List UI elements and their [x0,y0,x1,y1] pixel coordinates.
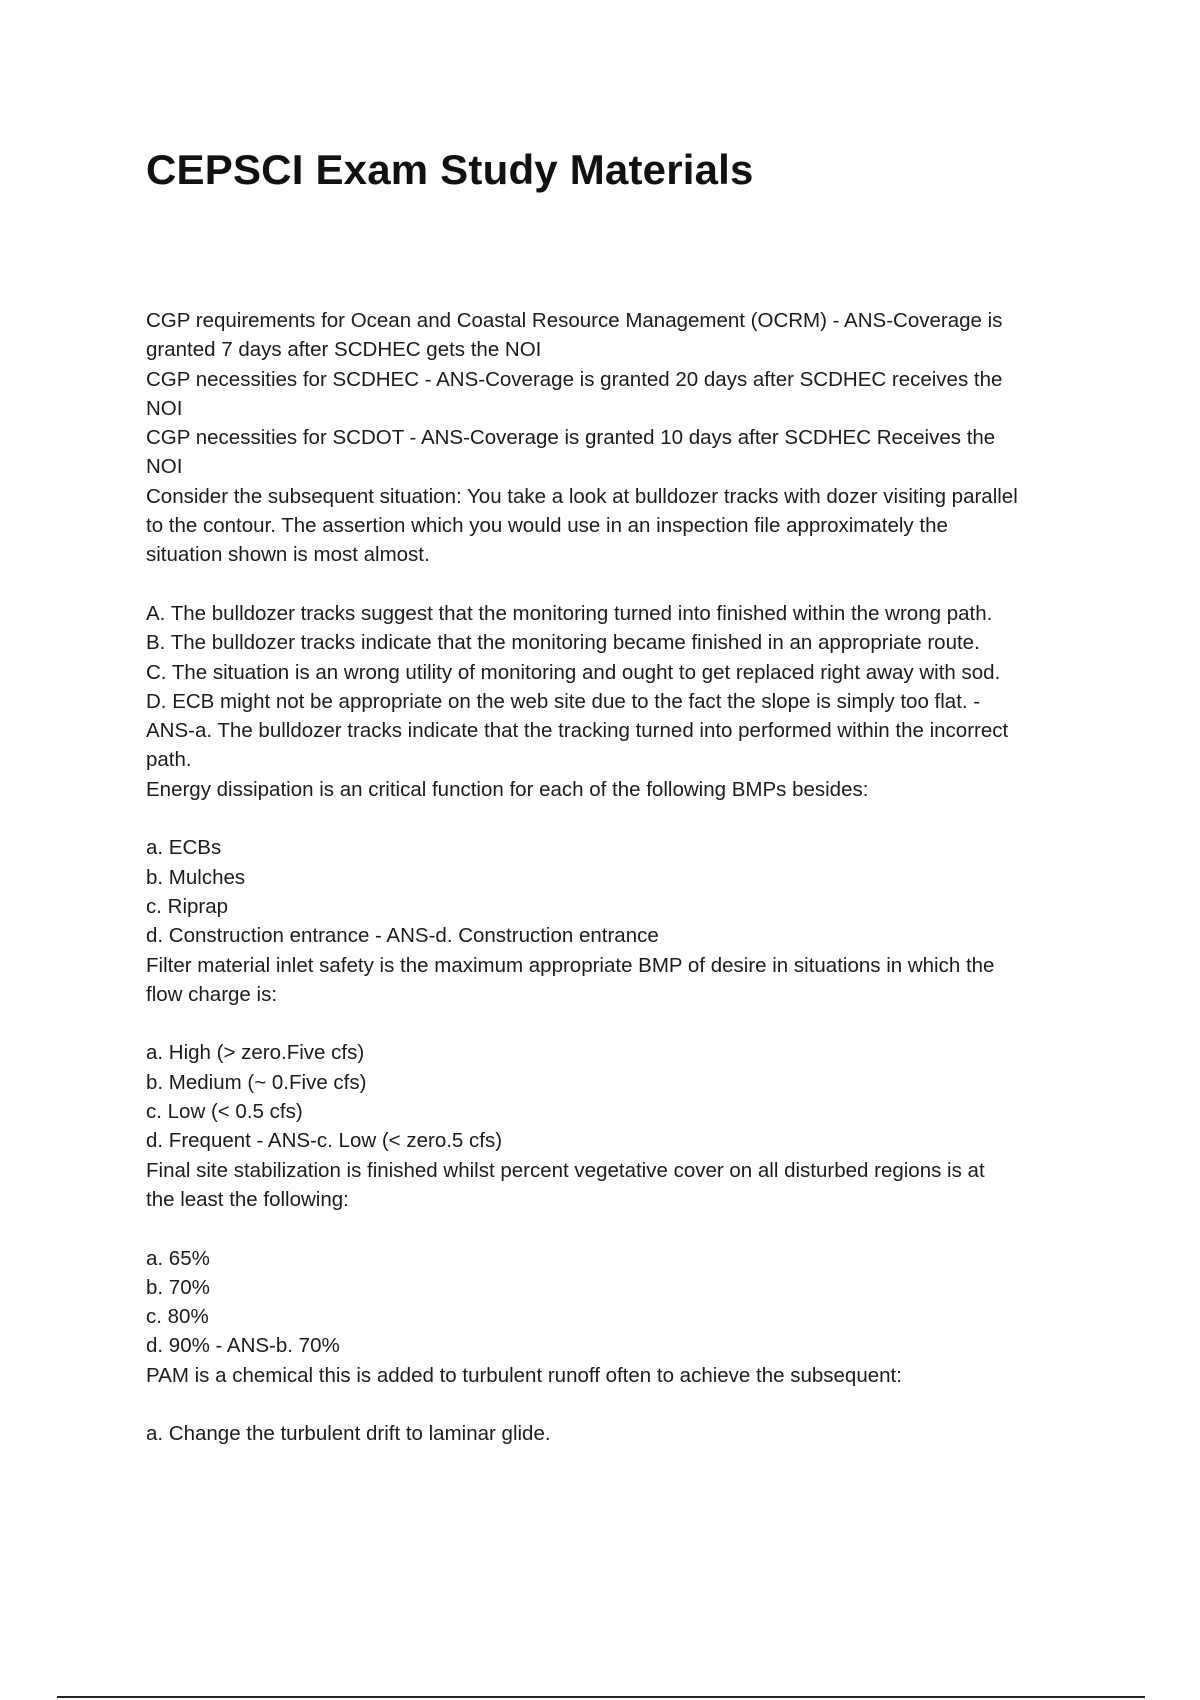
text-line: b. 70% [146,1275,210,1299]
blank-line [146,1390,1096,1419]
text-line: A. The bulldozer tracks suggest that the monitoring turned into finished within the wrong path. [146,601,993,625]
text-line: a. 65% [146,1246,210,1270]
text-line: PAM is a chemical this is added to turbulent runoff often to achieve the subsequent: [146,1363,902,1387]
text-line: Final site stabilization is finished whilst percent vegetative cover on all disturbed regions is at [146,1158,985,1182]
document-title: CEPSCI Exam Study Materials [146,146,754,193]
text-line: c. Low (< 0.5 cfs) [146,1100,303,1124]
text-line: NOI [146,396,183,420]
blank-line [146,570,1096,599]
text-line: a. High (> zero.Five cfs) [146,1041,365,1065]
text-line: path. [146,748,192,772]
text-line: to the contour. The assertion which you would use in an inspection file approximately the [146,514,948,538]
text-line: Filter material inlet safety is the maximum appropriate BMP of desire in situations in which the [146,953,995,977]
text-line: D. ECB might not be appropriate on the web site due to the fact the slope is simply too flat. - [146,689,981,713]
text-line: Energy dissipation is an critical function for each of the following BMPs besides: [146,777,869,801]
text-line: c. Riprap [146,894,229,918]
blank-line [146,804,1096,833]
text-line: B. The bulldozer tracks indicate that the monitoring became finished in an appropriate route. [146,631,980,655]
text-line: b. Mulches [146,865,246,889]
text-line: d. Construction entrance - ANS-d. Construction entrance [146,924,659,948]
text-line: CGP necessities for SCDOT - ANS-Coverage is granted 10 days after SCDHEC Receives the [146,426,996,450]
text-line: Consider the subsequent situation: You take a look at bulldozer tracks with dozer visiting parallel [146,484,1018,508]
blank-line [146,1009,1096,1038]
document-body [146,306,1096,1449]
text-line: d. Frequent - ANS-c. Low (< zero.5 cfs) [146,1129,503,1153]
text-line: granted 7 days after SCDHEC gets the NOI [146,338,542,362]
page-bottom-rule [57,1696,1145,1698]
text-line: situation shown is most almost. [146,543,430,567]
blank-line [146,1214,1096,1243]
text-line: ANS-a. The bulldozer tracks indicate that the tracking turned into performed within the incorrect [146,719,1009,743]
text-line: a. Change the turbulent drift to laminar glide. [146,1422,551,1446]
text-line: the least the following: [146,1187,349,1211]
text-line: CGP necessities for SCDHEC - ANS-Coverage is granted 20 days after SCDHEC receives the [146,367,1003,391]
text-line: b. Medium (~ 0.Five cfs) [146,1070,367,1094]
text-line: NOI [146,455,183,479]
text-line: flow charge is: [146,982,278,1006]
text-line: c. 80% [146,1305,209,1329]
text-line: a. ECBs [146,836,222,860]
text-line: d. 90% - ANS-b. 70% [146,1334,340,1358]
text-line: C. The situation is an wrong utility of monitoring and ought to get replaced right away with sod. [146,660,1001,684]
text-line: CGP requirements for Ocean and Coastal Resource Management (OCRM) - ANS-Coverage is [146,309,1003,332]
